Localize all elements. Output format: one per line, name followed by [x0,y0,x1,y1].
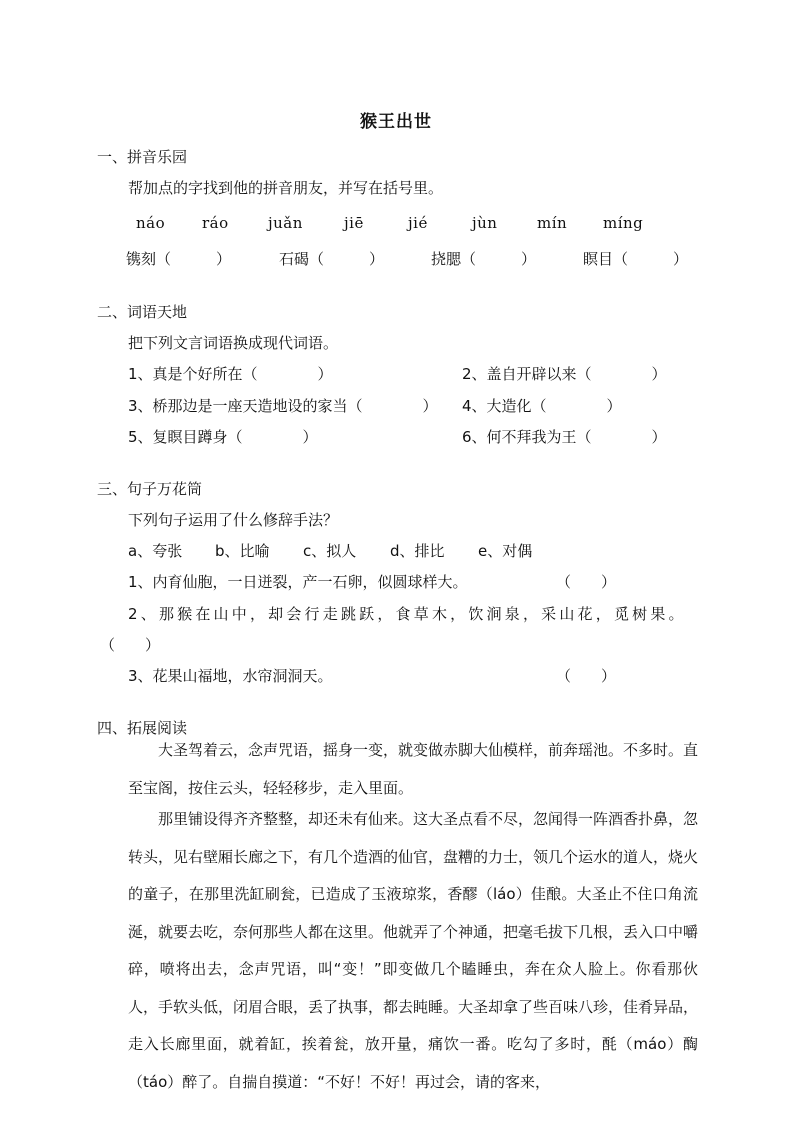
sentence-question: 3、花果山福地，水帘洞洞天。 [128,667,333,685]
vocab-item[interactable]: 5、复瞑目蹲身（ ） [128,428,318,446]
vocab-item[interactable]: 6、何不拜我为王（ ） [462,428,667,446]
reading-paragraph-2: 那里铺设得齐齐整整，却还未有仙来。这大圣点看不尽，忽闻得一阵酒香扑鼻，忽转头，见右壁厢长廊之下，有几个造酒的仙官，盘糟的力士，领几个运水的道人，烧火的童子，在那里洗缸刷瓮，已造成了玉液琼浆，香醪（láo）佳酿。大圣止不住口角流涎，就要去吃，奈何那些人都在这里。他就弄了个神通，把毫毛拔下几根，丢入口中嚼碎，喷将出去，念声咒语，叫“变！”即变做几个瞌睡虫，奔在众人脸上。你看那伙人，手软头低，闭眉合眼，丢了执事，都去盹睡。大圣却拿了些百味八珍，佳肴异品，走入长廊里面，就着缸，挨着瓮，放开量，痛饮一番。吃勾了多时，酕（máo）醄（táo）醉了。自揣自摸道：“不好！不好！再过会，请的客来， [128,810,699,1091]
vocab-item[interactable]: 1、真是个好所在（ ） [128,365,333,383]
pinyin-option: ráo [202,214,229,232]
rhetoric-option: c、拟人 [303,542,357,560]
vocab-item[interactable]: 4、大造化（ ） [462,397,622,415]
section-2-instruction: 把下列文言词语换成现代词语。 [128,334,339,352]
answer-blank[interactable]: （ ） [556,667,617,685]
rhetoric-option: a、夸张 [128,542,183,560]
pinyin-option: míng [603,214,644,232]
section-2-heading: 二、词语天地 [97,303,188,321]
pinyin-option: jùn [472,214,498,232]
section-4-heading: 四、拓展阅读 [97,719,188,737]
page-title: 猴王出世 [360,112,432,132]
pinyin-option: jié [408,214,428,232]
pinyin-option: juǎn [268,214,303,232]
pinyin-option: jiē [344,214,364,232]
vocab-item[interactable]: 3、桥那边是一座天造地设的家当（ ） [128,397,438,415]
section-1-heading: 一、拼音乐园 [97,148,188,166]
answer-blank[interactable]: （ ） [556,573,617,591]
section-1-instruction: 帮加点的字找到他的拼音朋友，并写在括号里。 [128,179,444,197]
word-blank[interactable]: 镌刻（ ） [126,250,232,268]
answer-blank[interactable]: （ ） [100,636,161,654]
word-blank[interactable]: 挠腮（ ） [431,250,537,268]
word-blank[interactable]: 石碣（ ） [279,250,385,268]
rhetoric-option: e、对偶 [478,542,533,560]
rhetoric-option: b、比喻 [215,542,270,560]
word-blank[interactable]: 瞑目（ ） [583,250,689,268]
sentence-question: 2、那猴在山中，却会行走跳跃，食草木，饮涧泉，采山花，觅树果。 [128,605,687,623]
section-3-heading: 三、句子万花筒 [97,480,203,498]
pinyin-option: náo [136,214,166,232]
rhetoric-option: d、排比 [390,542,445,560]
sentence-question: 1、内育仙胞，一日迸裂，产一石卵，似圆球样大。 [128,573,468,591]
pinyin-option: mín [537,214,568,232]
vocab-item[interactable]: 2、盖自开辟以来（ ） [462,365,667,383]
reading-paragraph-1: 大圣驾着云，念声咒语，摇身一变，就变做赤脚大仙模样，前奔瑶池。不多时。直至宝阁，按住云头，轻轻移步，走入里面。 [128,741,699,797]
section-3-instruction: 下列句子运用了什么修辞手法？ [128,511,339,529]
